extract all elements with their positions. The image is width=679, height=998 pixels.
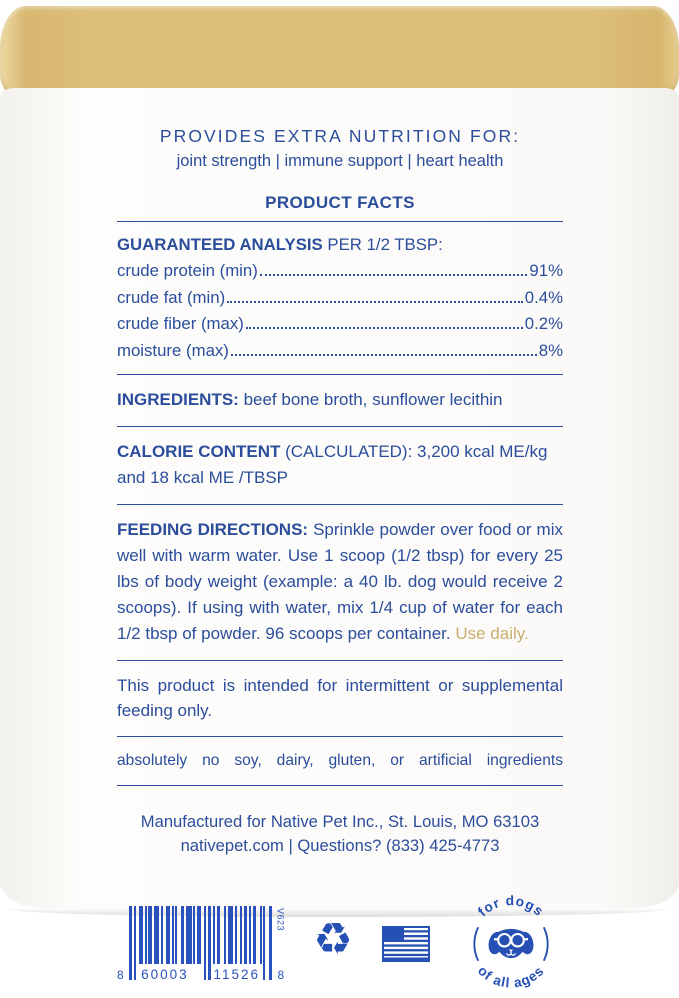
divider (117, 221, 563, 222)
us-flag-icon (382, 926, 430, 962)
svg-text:for dogs (475, 893, 547, 919)
calorie-section (117, 427, 563, 504)
leader-dots (246, 327, 523, 329)
benefits-line: joint strength | immune support | heart health (176, 152, 504, 170)
analysis-row (117, 311, 563, 338)
barcode-digits (129, 968, 273, 982)
use-daily-highlight: Use daily. (455, 624, 529, 643)
analysis-value: 0.2% (524, 314, 563, 333)
recycle-icon: ♻ (313, 915, 353, 964)
tub-lid (0, 6, 679, 96)
manufacturer-info (117, 810, 563, 857)
analysis-row (117, 338, 563, 365)
feeding-directions-section (117, 505, 563, 660)
analysis-label: crude protein (min) (117, 261, 258, 280)
contact-line: nativepet.com | Questions? (833) 425-4773 (180, 835, 500, 855)
leader-dots (231, 354, 537, 356)
analysis-value: 8% (538, 340, 563, 360)
guaranteed-analysis-title-bold: GUARANTEED ANALYSIS (117, 235, 323, 254)
badge-bottom-text: of all ages (474, 963, 548, 991)
guaranteed-analysis-title (117, 235, 563, 255)
analysis-row (117, 258, 563, 285)
svg-text:of all ages (475, 963, 547, 991)
analysis-label: crude fiber (max) (117, 314, 244, 333)
calorie-text: (CALCULATED): 3,200 kcal ME/kg and 18 kcal ME /TBSP (117, 442, 548, 487)
calorie-label: CALORIE CONTENT (117, 442, 281, 461)
bottom-row (117, 890, 563, 998)
manufactured-line: Manufactured for Native Pet Inc., St. Louis, MO 63103 (140, 812, 540, 831)
badge-left-paren (474, 928, 478, 960)
analysis-row (117, 285, 563, 312)
ingredients-section (117, 375, 563, 426)
badge-top-text: for dogs (474, 893, 547, 920)
analysis-label: crude fat (min) (117, 287, 226, 307)
leader-dots (227, 301, 523, 303)
product-facts-title: PRODUCT FACTS (265, 193, 415, 212)
label-content (117, 126, 563, 998)
analysis-value: 91% (529, 261, 563, 280)
dog-badge (459, 892, 563, 996)
provides-heading: PROVIDES EXTRA NUTRITION FOR: (159, 126, 521, 146)
dog-face-icon (487, 929, 536, 958)
no-artificial-claim: absolutely no soy, dairy, gluten, or artificial ingredients (117, 752, 563, 769)
divider (117, 785, 563, 786)
barcode-group1: 60003 (141, 967, 189, 982)
analysis-label: moisture (max) (117, 340, 229, 360)
ingredients-label: INGREDIENTS: (117, 390, 239, 409)
feeding-directions-label: FEEDING DIRECTIONS: (117, 520, 309, 539)
barcode-group2: 11526 (213, 967, 261, 982)
barcode-right-digit: 8 (277, 968, 285, 982)
barcode-left-digit: 8 (117, 968, 124, 982)
barcode-bars-block (129, 906, 286, 982)
ingredients-text: beef bone broth, sunflower lecithin (238, 390, 503, 409)
disclaimer-text: This product is intended for intermittent or supplemental feeding only. (117, 676, 563, 720)
feeding-directions-text: Sprinkle powder over food or mix well with warm water. Use 1 scoop (1/2 tbsp) for every 25 lbs of body weight (example: a 40 lb. dog would receive 2 scoops). If using with water, mix 1/4 cup of water for each 1/2 tbsp of powder. 96 scoops per container. (117, 520, 563, 643)
barcode-side-code: V623 (275, 908, 286, 932)
leader-dots (260, 274, 528, 276)
badge-right-paren (544, 928, 548, 960)
analysis-value: 0.4% (524, 287, 563, 307)
barcode (117, 906, 284, 982)
guaranteed-analysis-title-rest: PER 1/2 TBSP: (322, 235, 443, 254)
